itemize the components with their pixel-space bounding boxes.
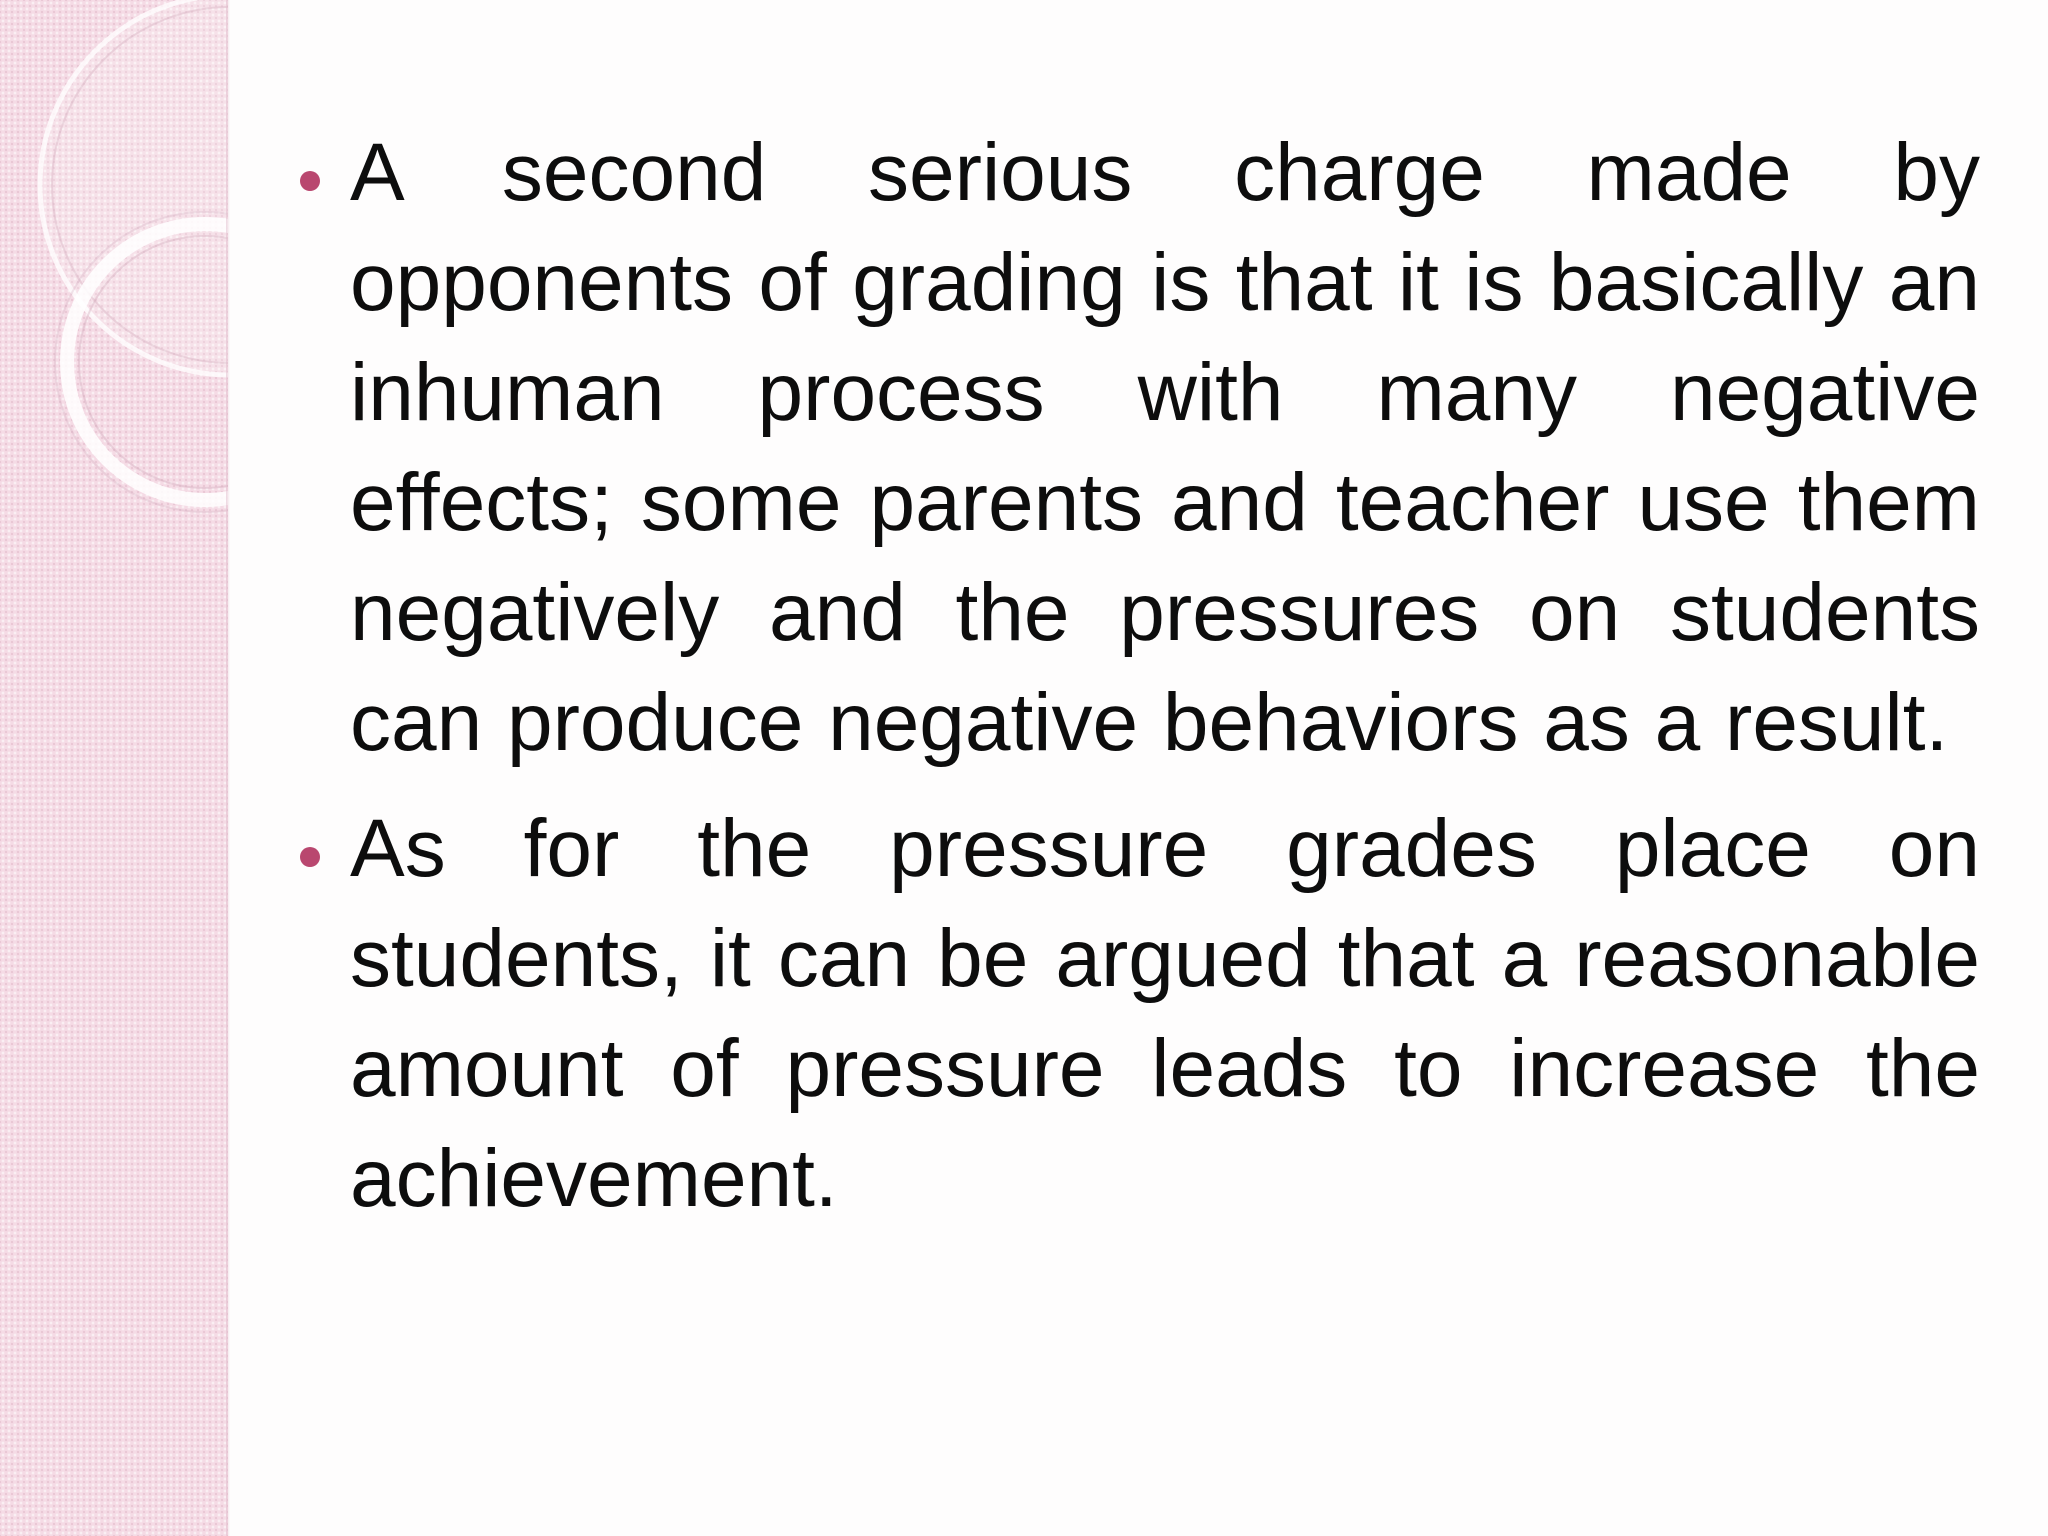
decorative-rings-icon bbox=[0, 0, 228, 520]
side-band-edge bbox=[226, 0, 230, 1536]
decorative-side-band bbox=[0, 0, 228, 1536]
bullet-text: A second serious charge made by opponents of grading is that it is basically an inhuman process with many negative effects; some parents and teacher use them negatively and the pressures on students can produce negative behaviors as a result. bbox=[350, 127, 1980, 768]
bullet-dot-icon bbox=[300, 171, 320, 191]
bullet-list bbox=[290, 118, 1980, 1234]
bullet-item-2 bbox=[290, 794, 1980, 1234]
bullet-dot-icon bbox=[300, 847, 320, 867]
bullet-text: As for the pressure grades place on students, it can be argued that a reasonable amount of pressure leads to increase the achievement. bbox=[350, 803, 1980, 1224]
bullet-item-1 bbox=[290, 118, 1980, 778]
